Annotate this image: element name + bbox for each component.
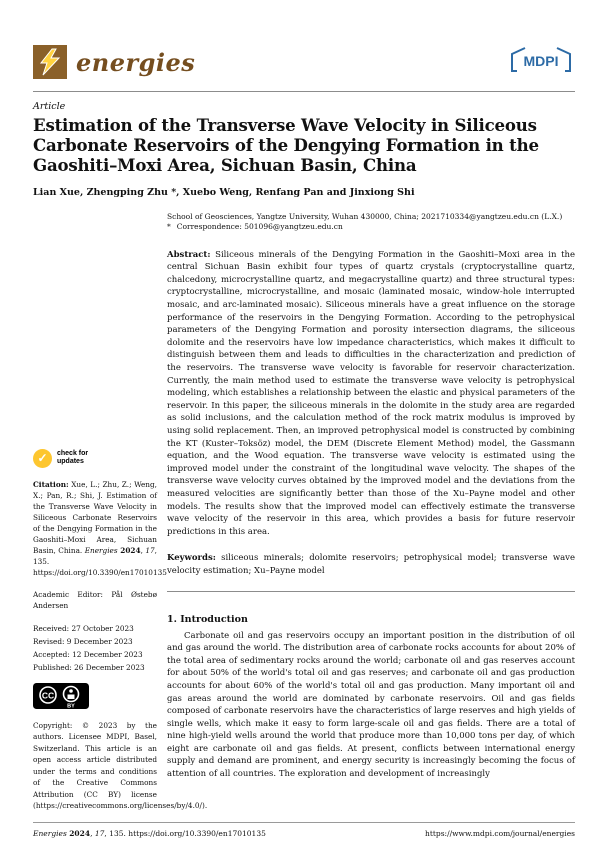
- check-for-updates-label: check for updates: [57, 450, 89, 466]
- article-type-label: Article: [33, 101, 66, 112]
- lightning-bolt-icon: [37, 48, 63, 76]
- published-date: Published: 26 December 2023: [33, 662, 145, 672]
- citation-block: Citation: Xue, L.; Zhu, Z.; Weng, X.; Pan, R.; Shi, J. Estimation of the Transverse Wave Velocity in Siliceous Carbonate Reservoirs of the Dengying Formation in the Gaoshiti–Moxi Area, Sichuan Basin, China. Energies 2024, 17, 135. https://doi.org/10.3390/en17010135: [33, 479, 167, 577]
- footer-journal-url[interactable]: https://www.mdpi.com/journal/energies: [425, 829, 575, 838]
- keywords-divider: [167, 591, 575, 592]
- main-text-column: [167, 212, 575, 812]
- citation-journal: Energies: [84, 545, 118, 555]
- page-footer: [33, 822, 575, 838]
- accepted-date: Accepted: 12 December 2023: [33, 649, 143, 659]
- cc-by-license-badge[interactable]: [33, 683, 89, 712]
- by-label: BY: [67, 703, 75, 709]
- abstract-label: Abstract:: [167, 249, 211, 260]
- correspondence-line: * Correspondence: 501096@yangtzeu.edu.cn: [167, 222, 343, 232]
- keywords-text: siliceous minerals; dolomite reservoirs; petrophysical model; transverse wave velocity estimation; Xu–Payne model: [167, 553, 575, 576]
- footer-divider: [33, 822, 575, 823]
- copyright-label: Copyright:: [33, 720, 73, 730]
- abstract-paragraph: [167, 249, 575, 539]
- mdpi-wordmark: MDPI: [523, 53, 559, 69]
- correspondence-email-link[interactable]: 501096@yangtzeu.edu.cn: [244, 222, 343, 232]
- cc-icon: CC: [41, 690, 55, 701]
- academic-editor-line: Academic Editor: Pål Østebø Andersen: [33, 589, 157, 610]
- revised-date: Revised: 9 December 2023: [33, 636, 133, 646]
- journal-name: energies: [76, 47, 196, 77]
- check-for-updates-badge[interactable]: [33, 449, 103, 468]
- citation-year: 2024: [117, 545, 141, 555]
- abstract-text: Siliceous minerals of the Dengying Formation in the Gaoshiti–Moxi area in the central Sichuan Basin exhibit four types of quartz crystals (cryptocrystalline quartz, chalcedony, microcrystalline quartz, and megacrystalline quartz) and three structural types: cryptocrystalline, microcrystalline, and mosaic (laminated mosaic, window-hole interrupted mosaic, and arc-laminated mosaic). Siliceous minerals have a great influence on the storage performance of the reservoirs in the Dengying Formation. According to the petrophysical parameters of the Dengying Formation and porosity intersection diagrams, the siliceous dolomite and the reservoirs have low impedance characteristics, which makes it difficult to distinguish between them and leads to difficulties in the characterization and prediction of the reservoirs. The transverse wave velocity is favorable for reservoir characterization. Currently, the main method used to estimate the transverse wave velocity is petrophysical modeling, which establishes a relationship between the elastic and physical parameters of the reservoir. In this paper, the siliceous minerals in the dolomite in the study area are regarded as solid inclusions, and the calculation method of the rock matrix modulus is improved by using solid replacement. Then, an improved petrophysical model is constructed by combining the KT (Kuster–Toksöz) model, the DEM (Discrete Element Method) model, the Gassmann equation, and the Wood equation. The transverse wave velocity is estimated using the improved model under the constraint of the longitudinal wave velocity. The shapes of the transverse wave velocity curves obtained by the improved model and the deviations from the measured velocities are significantly better than those of the Xu–Payne model and other models. The results show that the improved model can effectively estimate the transverse wave velocity of the reservoir in this area, which provides a basis for future reservoir predictions in this area.: [167, 249, 575, 537]
- affiliation-block: [167, 212, 575, 233]
- journal-header: [0, 0, 603, 80]
- history-dates-block: [33, 622, 157, 674]
- copyright-text: © 2023 by the authors. Licensee MDPI, Basel, Switzerland. This article is an open access article distributed under the terms and conditions of the Creative Commons Attribution (CC BY) license (https://creativecommons.org/licenses/by/4.0/).: [33, 720, 208, 811]
- received-date: Received: 27 October 2023: [33, 623, 134, 633]
- copyright-block: [33, 720, 208, 812]
- keywords-paragraph: [167, 552, 575, 577]
- authors-line: Lian Xue, Zhengping Zhu *, Xuebo Weng, Renfang Pan and Jinxiong Shi: [33, 186, 415, 198]
- correspondence-marker: *: [167, 222, 171, 232]
- person-icon: [69, 689, 73, 693]
- check-icon: ✓: [33, 449, 52, 468]
- section-heading-introduction: 1. Introduction: [167, 613, 248, 625]
- affiliation-line: School of Geosciences, Yangtze University, Wuhan 430000, China; 2021710334@yangtzeu.edu.cn (L.X.): [167, 211, 563, 221]
- citation-label: Citation:: [33, 479, 69, 489]
- energies-logo-icon: [33, 45, 67, 79]
- citation-pages: , 135.: [33, 545, 157, 566]
- footer-citation: Energies 2024, 17, 135. https://doi.org/10.3390/en17010135: [33, 829, 266, 838]
- citation-volume: 17: [145, 545, 155, 555]
- energies-brand: [33, 45, 195, 79]
- citation-text: Xue, L.; Zhu, Z.; Weng, X.; Pan, R.; Shi, J. Estimation of the Transverse Wave Velocity in Siliceous Carbonate Reservoirs of the Dengying Formation in the Gaoshiti–Moxi Area, Sichuan Basin, China.: [33, 479, 157, 555]
- mdpi-logo[interactable]: [507, 44, 575, 80]
- keywords-label: Keywords:: [167, 553, 216, 564]
- citation-doi-link[interactable]: https://doi.org/10.3390/en17010135: [33, 567, 167, 577]
- page-title: Estimation of the Transverse Wave Velocity in Siliceous Carbonate Reservoirs of the Dengying Formation in the Gaoshiti–Moxi Area, Sichuan Basin, China: [33, 115, 539, 176]
- introduction-paragraph: Carbonate oil and gas reservoirs occupy an important position in the distribution of oil and gas around the world. The distribution area of carbonate rocks accounts for about 20% of the total area of sedimentary rocks around the world; carbonate oil and gas reserves account for about 50% of the world's total oil and gas reserves; and carbonate oil and gas production accounts for about 60% of the world's total oil and gas production. Many important oil and gas areas around the world are dominated by carbonate reservoirs. Oil and gas fields composed of carbonate reservoirs have the characteristics of large reserves and high yields of single wells, which make it easy to form large-scale oil and gas fields. There are a total of nine high-yield wells around the world that produce more than 10,000 tons per day, of which eight are carbonate oil and gas fields. At present, conflicts between international energy supply and demand are prominent, and energy security is increasingly becoming the focus of attention of all countries. The exploration and development of increasingly: [167, 630, 575, 780]
- header-divider: [33, 91, 575, 92]
- author-email-link[interactable]: 2021710334@yangtzeu.edu.cn: [421, 211, 539, 221]
- footer-doi-link[interactable]: https://doi.org/10.3390/en17010135: [128, 829, 266, 838]
